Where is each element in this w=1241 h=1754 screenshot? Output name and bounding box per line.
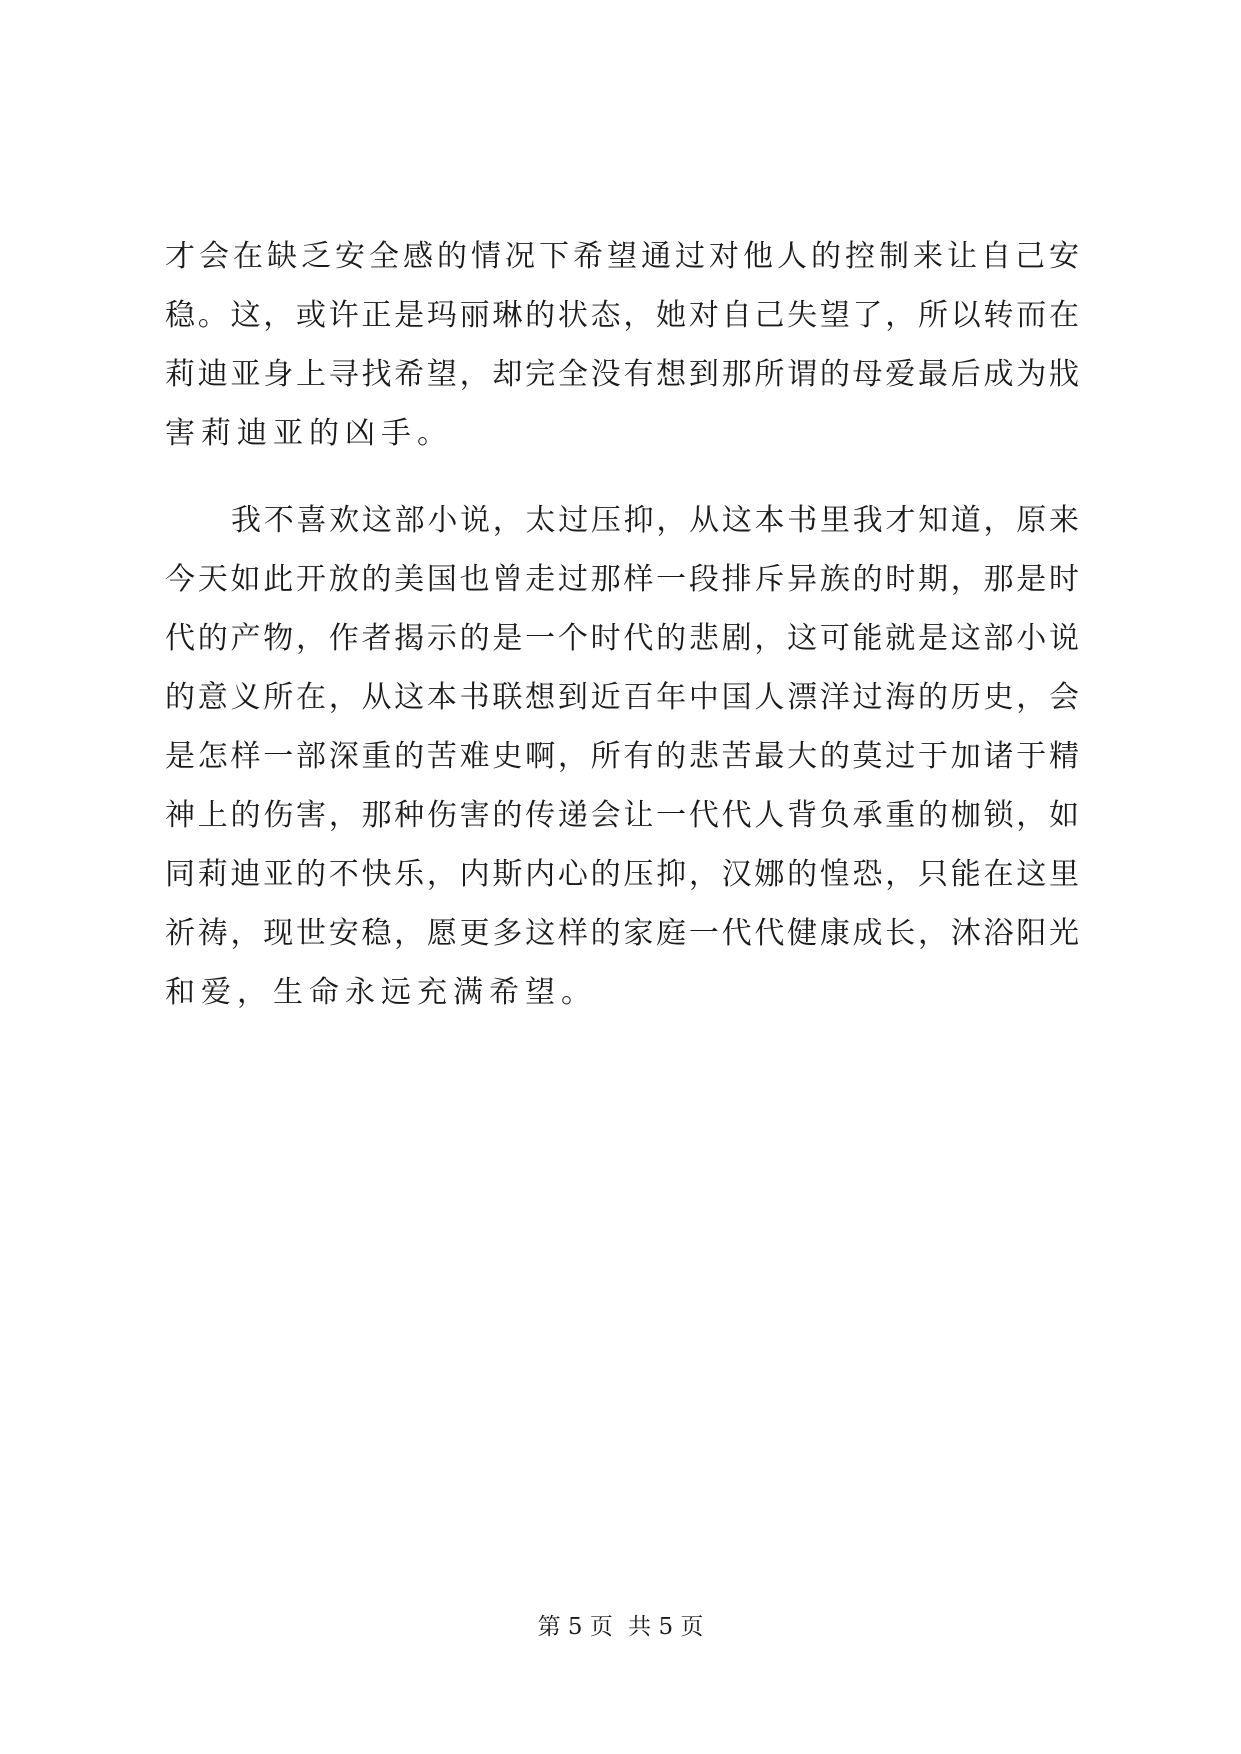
paragraph-line: 我不喜欢这部小说，太过压抑，从这本书里我才知道，原来: [231, 503, 1079, 538]
page-number: 第 5 页: [537, 1614, 613, 1640]
document-body: [165, 227, 1079, 1022]
paragraph-1: [165, 227, 1079, 463]
paragraph-line: 的意义所在，从这本书联想到近百年中国人漂洋过海的历史，会: [165, 680, 1079, 715]
paragraph-line: 神上的伤害，那种伤害的传递会让一代代人背负承重的枷锁，如: [165, 798, 1079, 833]
paragraph-line: 代的产物，作者揭示的是一个时代的悲剧，这可能就是这部小说: [165, 621, 1079, 656]
paragraph-line: 害莉迪亚的凶手。: [165, 416, 453, 451]
paragraph-line: 是怎样一部深重的苦难史啊，所有的悲苦最大的莫过于加诸于精: [165, 739, 1079, 774]
paragraph-line: 同莉迪亚的不快乐，内斯内心的压抑，汉娜的惶恐，只能在这里: [165, 857, 1079, 892]
paragraph-line: 祈祷，现世安稳，愿更多这样的家庭一代代健康成长，沐浴阳光: [165, 916, 1079, 951]
paragraph-spacing: [165, 463, 1079, 491]
page-footer: [0, 1612, 1241, 1642]
paragraph-2: [165, 491, 1079, 1022]
paragraph-line: 今天如此开放的美国也曾走过那样一段排斥异族的时期，那是时: [165, 562, 1079, 597]
paragraph-line: 和爱，生命永远充满希望。: [165, 975, 597, 1010]
paragraph-line: 才会在缺乏安全感的情况下希望通过对他人的控制来让自己安: [165, 239, 1079, 274]
total-pages: 共 5 页: [628, 1614, 704, 1640]
paragraph-line: 莉迪亚身上寻找希望，却完全没有想到那所谓的母爱最后成为戕: [165, 357, 1079, 392]
paragraph-line: 稳。这，或许正是玛丽琳的状态，她对自己失望了，所以转而在: [165, 298, 1079, 333]
